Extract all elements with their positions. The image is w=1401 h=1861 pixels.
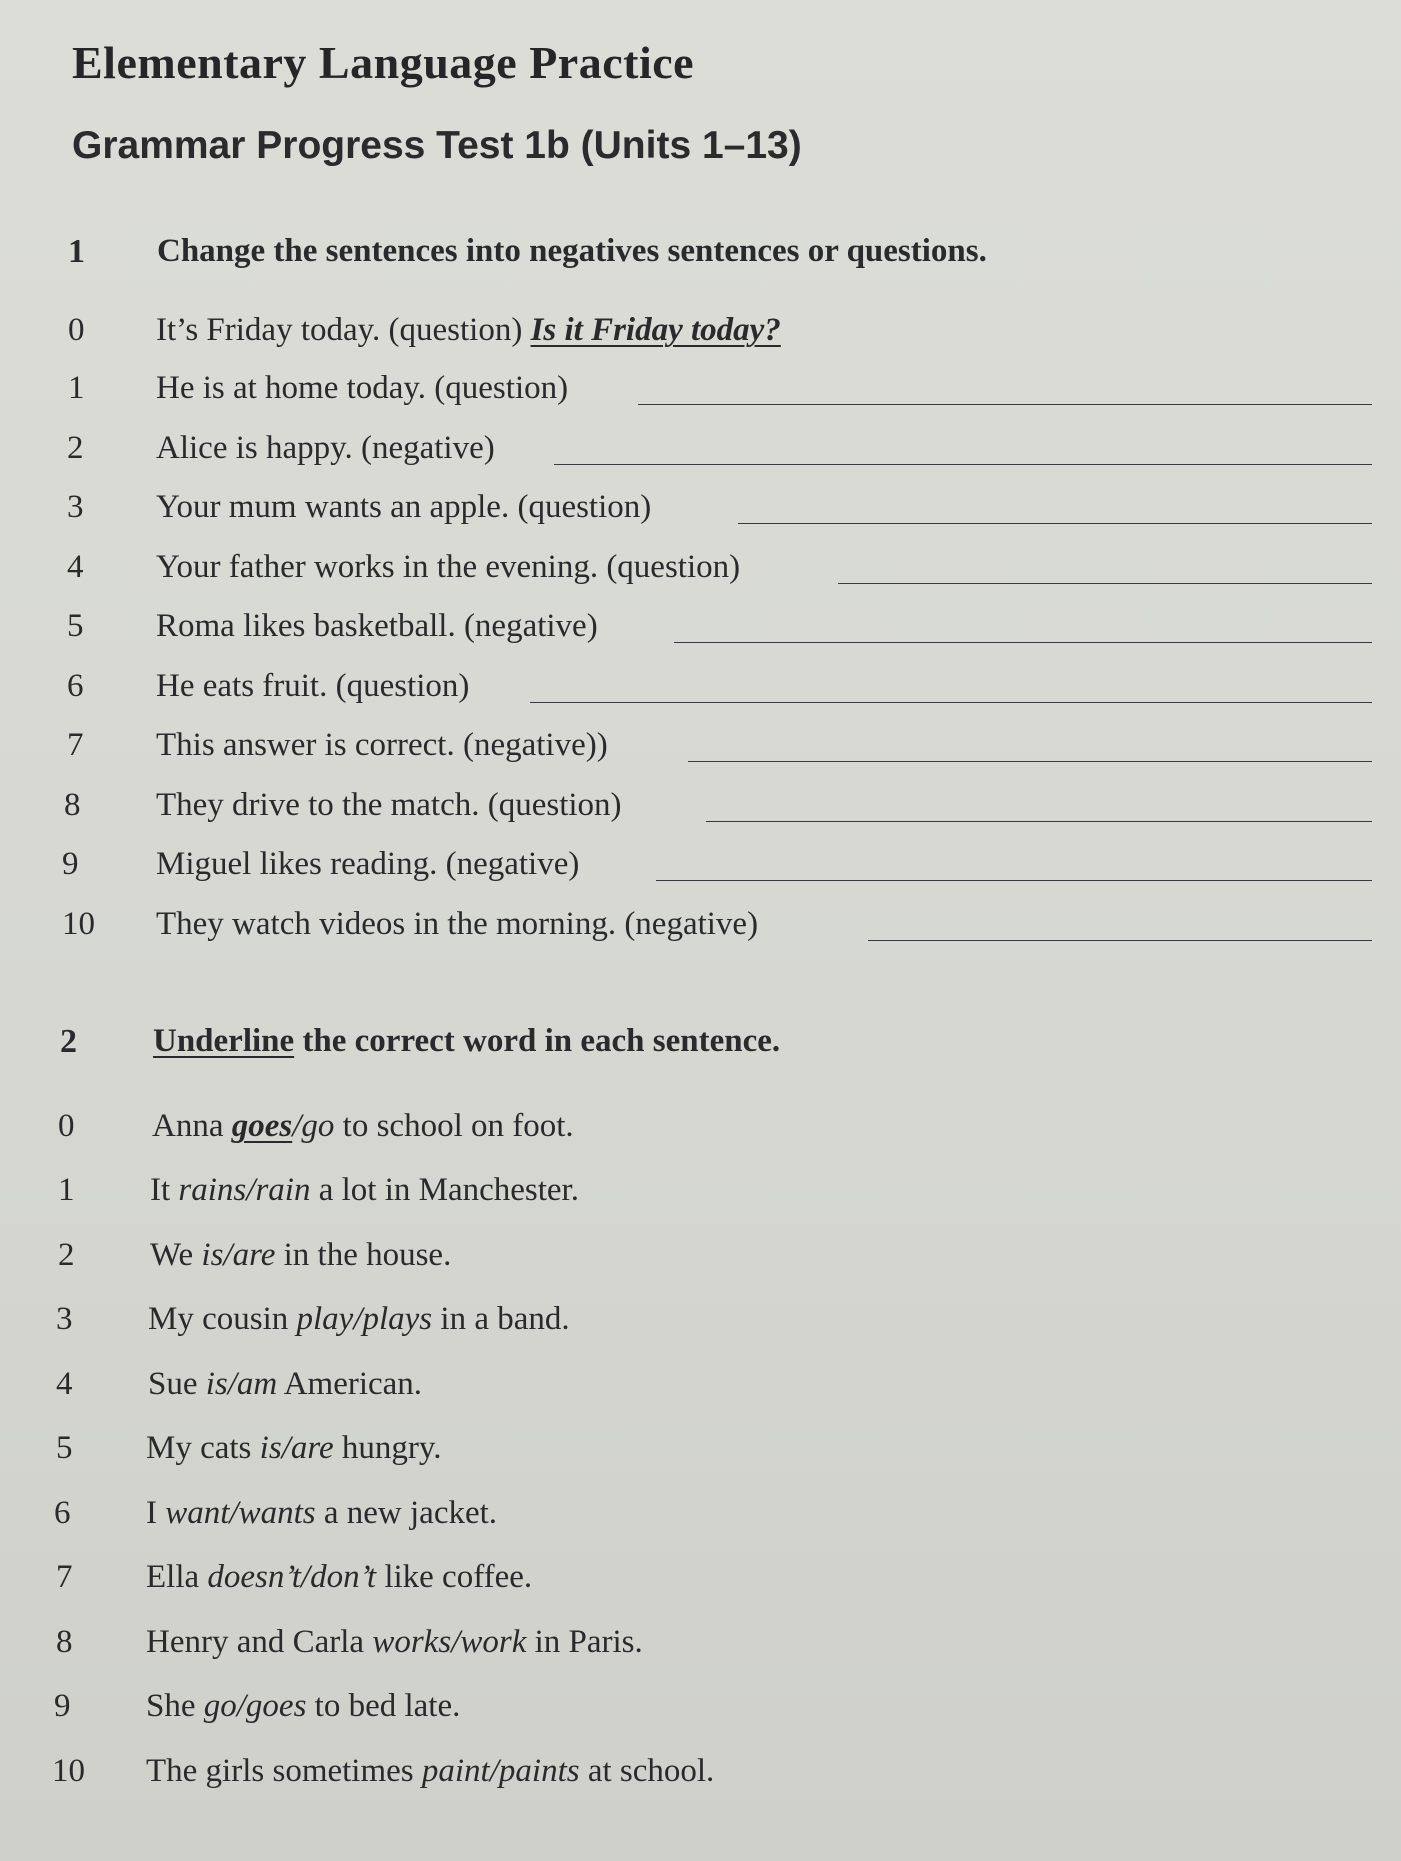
- question-sentence: Miguel likes reading. (negative): [156, 846, 580, 882]
- sentence-end: in a band.: [432, 1301, 570, 1337]
- answer-line[interactable]: [688, 761, 1372, 762]
- exercise-2-instruction: [153, 1023, 780, 1060]
- item-number: 3: [56, 1301, 73, 1337]
- item-number: 9: [54, 1688, 71, 1724]
- choice-sentence: [146, 1753, 714, 1790]
- choice-row: [0, 1559, 1401, 1609]
- item-number: 6: [54, 1494, 71, 1531]
- instruction-rest: the correct word in each sentence.: [294, 1023, 781, 1059]
- question-row: [0, 906, 1401, 956]
- sentence-end: American.: [277, 1365, 423, 1402]
- question-sentence: Roma likes basketball. (negative): [156, 608, 598, 644]
- sentence-start: Ella: [146, 1559, 208, 1595]
- answer-line[interactable]: [738, 523, 1372, 524]
- sentence-start: She: [146, 1688, 204, 1724]
- question-row: [0, 608, 1401, 658]
- choice-row: [0, 1366, 1401, 1416]
- question-row: [0, 489, 1401, 539]
- word-choice[interactable]: is/am: [205, 1365, 278, 1402]
- choice-sentence: [150, 1237, 451, 1274]
- word-choice[interactable]: play/plays: [296, 1301, 433, 1337]
- sentence-start: My cats: [146, 1430, 260, 1466]
- sentence-start: Anna: [152, 1108, 232, 1144]
- question-sentence: They watch videos in the morning. (negative): [156, 905, 759, 942]
- exercise-1-heading: [0, 233, 1401, 283]
- exercise-2-example: [0, 1108, 1401, 1158]
- question-sentence: He eats fruit. (question): [156, 667, 470, 704]
- item-number: 8: [64, 786, 81, 823]
- answer-line[interactable]: [530, 702, 1372, 703]
- question-row: [0, 370, 1401, 420]
- sentence-start: We: [150, 1236, 202, 1273]
- exercise-2-number: 2: [60, 1023, 77, 1060]
- sentence-end: to bed late.: [306, 1688, 461, 1724]
- item-number: 7: [67, 727, 84, 763]
- question-sentence: Your father works in the evening. (question): [156, 548, 741, 585]
- answer-line[interactable]: [674, 642, 1372, 643]
- item-number: 10: [62, 905, 95, 942]
- item-number: 3: [67, 489, 84, 525]
- sentence-end: a new jacket.: [315, 1494, 498, 1531]
- sentence-end: in the house.: [275, 1236, 452, 1273]
- exercise-1-example: [0, 312, 1401, 362]
- item-number: 5: [67, 608, 84, 644]
- answer-line[interactable]: [554, 464, 1372, 465]
- choice-row: [0, 1301, 1401, 1351]
- word-choice[interactable]: paint/paints: [421, 1752, 580, 1789]
- item-number: 4: [67, 548, 84, 585]
- sentence-end: a lot in Manchester.: [310, 1172, 579, 1208]
- item-number: 5: [56, 1430, 73, 1466]
- word-choice[interactable]: doesn’t/don’t: [207, 1559, 377, 1595]
- item-number: 2: [58, 1236, 75, 1273]
- choice-sentence: [146, 1624, 643, 1661]
- question-sentence: He is at home today. (question): [156, 370, 569, 406]
- question-row: [0, 549, 1401, 599]
- choice-row: [0, 1495, 1401, 1545]
- instruction-underlined-word: Underline: [153, 1023, 295, 1059]
- choice-sentence: [146, 1495, 497, 1532]
- sentence-end: to school on foot.: [334, 1108, 574, 1144]
- sentence-end: at school.: [579, 1752, 715, 1789]
- sentence-end: hungry.: [333, 1430, 442, 1466]
- sentence-end: in Paris.: [526, 1623, 643, 1660]
- question-sentence: Your mum wants an apple. (question): [156, 489, 652, 525]
- question-row: [0, 727, 1401, 777]
- choice-row: [0, 1172, 1401, 1222]
- question-sentence: They drive to the match. (question): [156, 786, 622, 823]
- choice-sentence: [146, 1688, 460, 1725]
- choice-row: [0, 1430, 1401, 1480]
- example-sentence: [152, 1108, 574, 1145]
- exercise-1-instruction: Change the sentences into negatives sentences or questions.: [157, 233, 987, 269]
- item-number: 0: [68, 312, 85, 348]
- question-row: [0, 787, 1401, 837]
- wrong-choice: go: [301, 1108, 335, 1144]
- exercise-1-number: 1: [68, 233, 85, 270]
- sentence-start: The girls sometimes: [146, 1752, 422, 1789]
- sentence-start: I: [146, 1494, 166, 1531]
- answer-line[interactable]: [838, 583, 1372, 584]
- choice-sentence: [146, 1430, 441, 1467]
- choice-row: [0, 1753, 1401, 1803]
- question-sentence: This answer is correct. (negative)): [156, 727, 608, 763]
- word-choice[interactable]: go/goes: [203, 1688, 307, 1724]
- word-choice[interactable]: is/are: [259, 1430, 334, 1466]
- sentence-start: My cousin: [148, 1301, 297, 1337]
- example-answer: Is it Friday today?: [530, 312, 781, 348]
- correct-choice: goes: [231, 1108, 293, 1144]
- item-number: 1: [58, 1172, 75, 1208]
- answer-line[interactable]: [868, 940, 1372, 941]
- word-choice[interactable]: want/wants: [165, 1494, 316, 1531]
- choice-row: [0, 1688, 1401, 1738]
- item-number: 0: [58, 1108, 75, 1144]
- question-row: [0, 668, 1401, 718]
- item-number: 9: [62, 846, 79, 882]
- choice-row: [0, 1624, 1401, 1674]
- question-row: [0, 846, 1401, 896]
- question-sentence: Alice is happy. (negative): [156, 429, 495, 466]
- page-title: Elementary Language Practice: [72, 37, 695, 88]
- answer-line[interactable]: [706, 821, 1372, 822]
- test-subtitle: Grammar Progress Test 1b (Units 1–13): [72, 124, 802, 167]
- choice-sentence: [148, 1366, 422, 1403]
- item-number: 4: [56, 1365, 73, 1402]
- answer-line[interactable]: [656, 880, 1372, 881]
- example-sentence: [156, 312, 781, 349]
- sentence-start: Sue: [148, 1365, 206, 1402]
- word-choice[interactable]: rains/rain: [178, 1172, 311, 1208]
- choice-sentence: [148, 1301, 570, 1338]
- question-row: [0, 430, 1401, 480]
- item-number: 2: [67, 429, 84, 466]
- item-number: 6: [67, 667, 84, 704]
- word-choice[interactable]: works/work: [372, 1623, 527, 1660]
- item-number: 7: [56, 1559, 73, 1595]
- choice-sentence: [146, 1559, 532, 1596]
- example-prompt: It’s Friday today. (question): [156, 312, 523, 348]
- sentence-start: It: [150, 1172, 179, 1208]
- choice-slash: /: [292, 1108, 302, 1144]
- choice-sentence: [150, 1172, 579, 1209]
- choice-row: [0, 1237, 1401, 1287]
- sentence-end: like coffee.: [376, 1559, 533, 1595]
- answer-line[interactable]: [638, 404, 1372, 405]
- item-number: 8: [56, 1623, 73, 1660]
- sentence-start: Henry and Carla: [146, 1623, 373, 1660]
- exercise-2-heading: [0, 1023, 1401, 1073]
- item-number: 10: [52, 1752, 85, 1789]
- item-number: 1: [68, 370, 85, 406]
- word-choice[interactable]: is/are: [201, 1236, 276, 1273]
